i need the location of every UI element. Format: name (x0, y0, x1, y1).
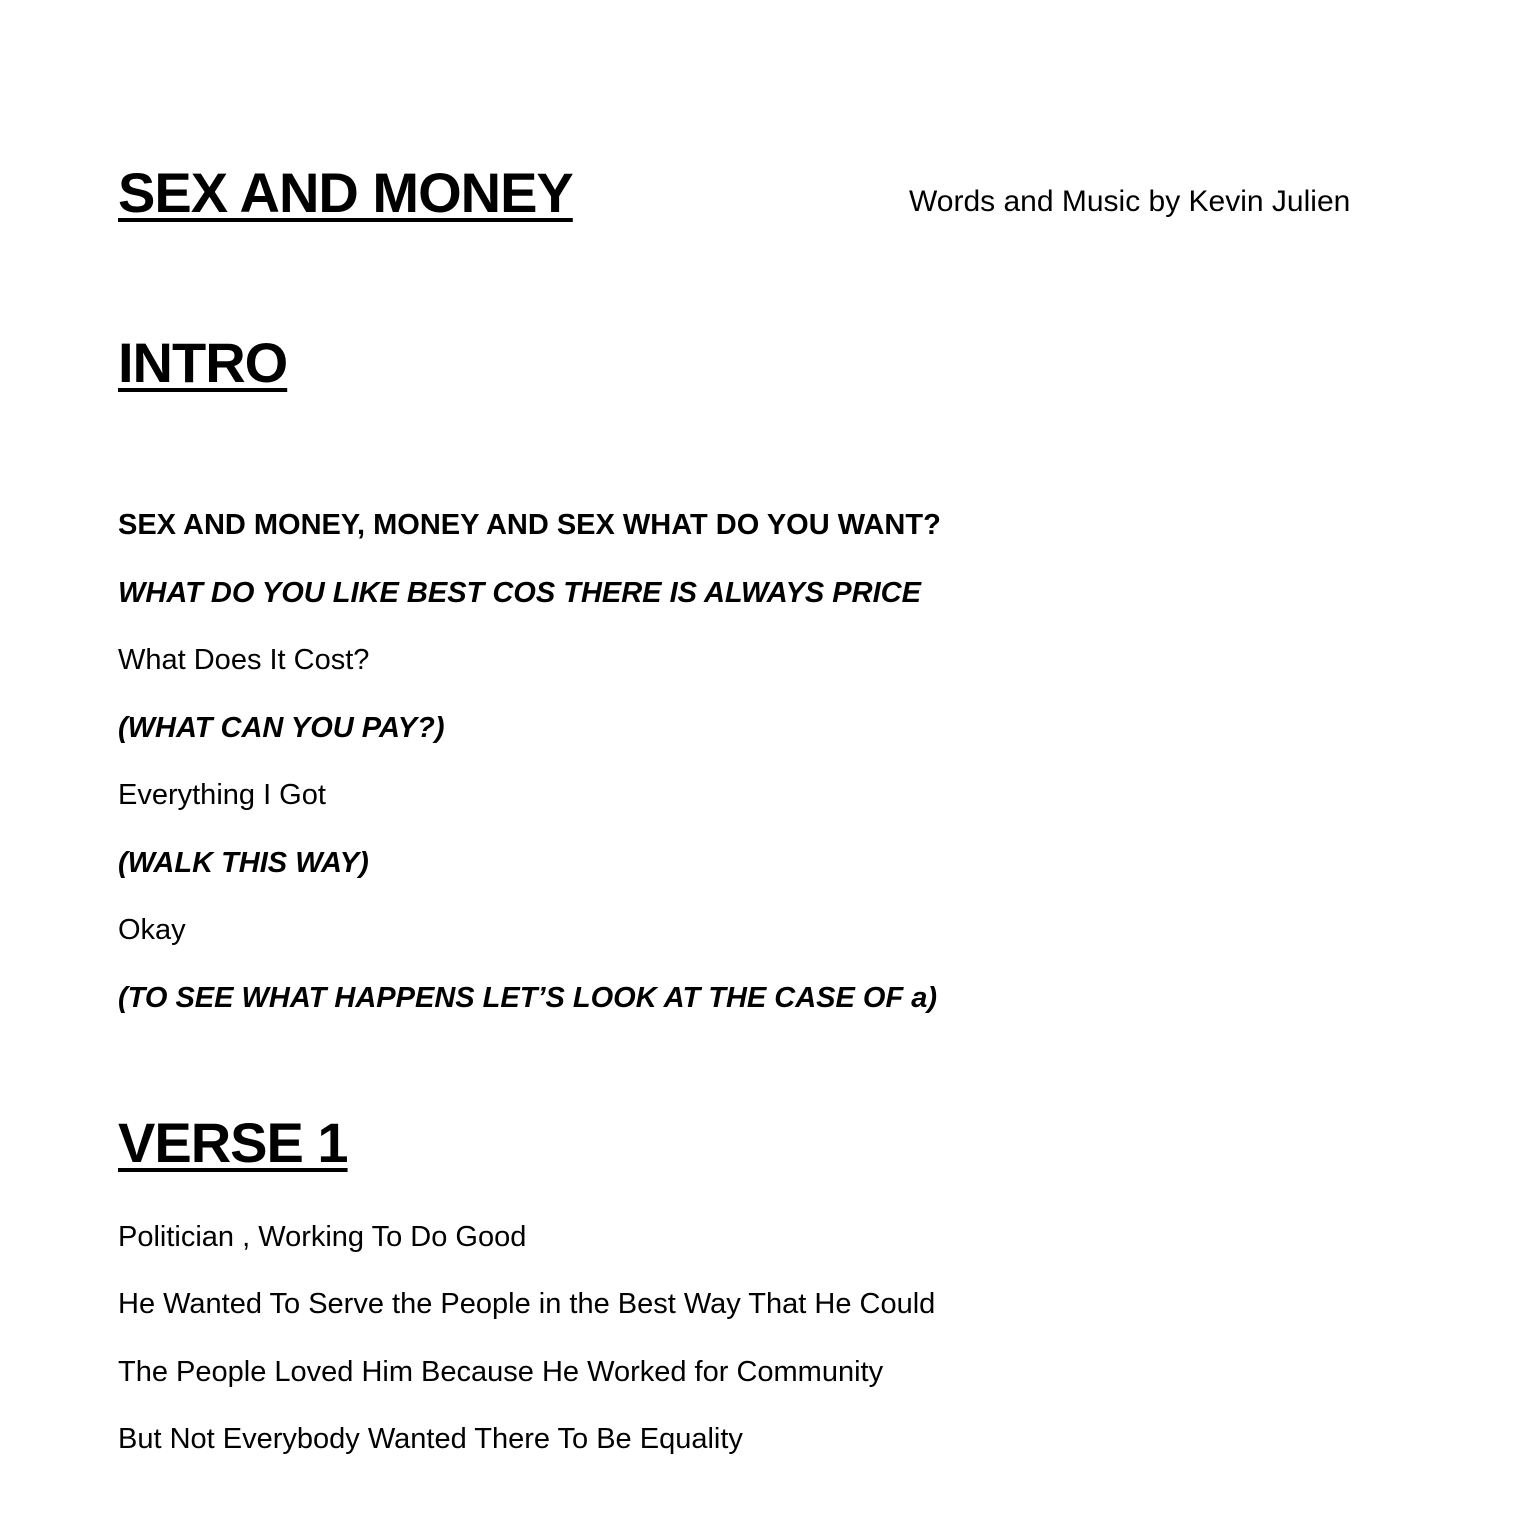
intro-line: (WALK THIS WAY) (118, 847, 369, 879)
intro-line: WHAT DO YOU LIKE BEST COS THERE IS ALWAYS PRICE (118, 577, 921, 609)
verse-line: The People Loved Him Because He Worked for Community (118, 1356, 884, 1388)
verse-line: Politician , Working To Do Good (118, 1221, 527, 1253)
verse-line: But Not Everybody Wanted There To Be Equality (118, 1423, 743, 1455)
song-title: SEX AND MONEY (118, 161, 573, 224)
intro-line: What Does It Cost? (118, 644, 370, 676)
intro-heading: INTRO (118, 331, 288, 394)
intro-line: (TO SEE WHAT HAPPENS LET’S LOOK AT THE CASE OF a) (118, 982, 938, 1014)
intro-line: Everything I Got (118, 779, 326, 811)
verse-1-heading: VERSE 1 (118, 1111, 348, 1174)
verse-line: He Wanted To Serve the People in the Best Way That He Could (118, 1288, 936, 1320)
intro-line: SEX AND MONEY, MONEY AND SEX WHAT DO YOU WANT? (118, 509, 941, 541)
intro-line: Okay (118, 914, 186, 946)
songwriter-credit: Words and Music by Kevin Julien (909, 185, 1351, 218)
intro-line: (WHAT CAN YOU PAY?) (118, 712, 445, 744)
